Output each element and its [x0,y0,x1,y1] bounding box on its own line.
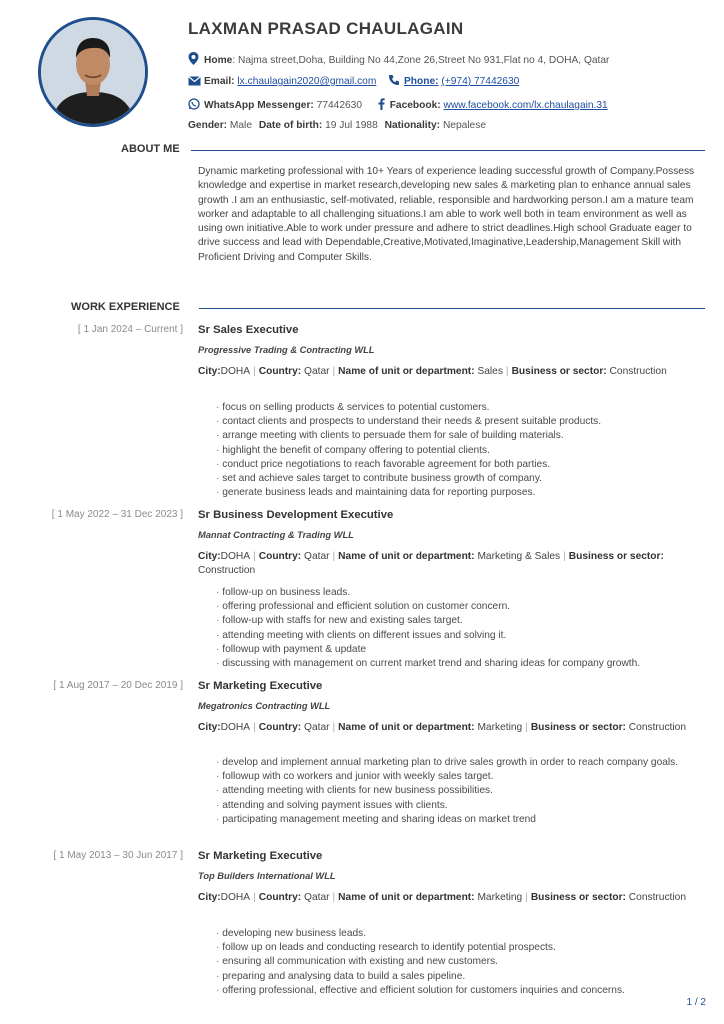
list-item: · set and achieve sales target to contribute business growth of company. [216,472,704,486]
experience-title: WORK EXPERIENCE [71,301,180,313]
list-item: · attending meeting with clients for new business possibilities. [216,784,704,798]
gender-label: Gender: [188,120,228,131]
job-city: DOHA [220,892,251,903]
job-date: [ 1 Jan 2024 – Current ] [77,324,183,335]
job-duties [216,586,704,671]
list-item: · follow up on leads and conducting research to identify potential prospects. [216,941,704,955]
job-sector: Construction [628,892,686,903]
job-date: [ 1 May 2022 – 31 Dec 2023 ] [51,509,183,520]
candidate-name: LAXMAN PRASAD CHAULAGAIN [188,19,464,38]
list-item: · offering professional and efficient solution on customer concern. [216,600,704,614]
job-city: DOHA [220,551,251,562]
facebook-link[interactable]: www.facebook.com/lx.chaulagain.31 [443,100,608,111]
home-label: Home [204,55,233,66]
list-item: · developing new business leads. [216,927,704,941]
experience-divider [199,308,705,309]
dob-label: Date of birth: [258,120,323,131]
job-title: Sr Marketing Executive [198,850,323,862]
job-country: Qatar [304,892,330,903]
list-item: · contact clients and prospects to understand their needs & present suitable products. [216,415,704,429]
whatsapp-label: WhatsApp Messenger: [204,100,314,111]
list-item: · ensuring all communication with existing and new customers. [216,955,704,969]
list-item: · develop and implement annual marketing plan to drive sales growth in order to reach company goals. [216,756,704,770]
dob-value: 19 Jul 1988 [325,120,378,131]
facebook-label: Facebook: [389,100,441,111]
list-item: · preparing and analysing data to build a sales pipeline. [216,970,704,984]
job-country: Qatar [304,722,330,733]
job-details: City:DOHA | Country: Qatar | Name of unit or department: Marketing & Sales | Business or sector: Construction [198,551,664,576]
job-company: Progressive Trading & Contracting WLL [198,345,375,355]
list-item: · participating management meeting and sharing ideas on market trend [216,813,704,827]
job-duties [216,756,704,827]
list-item: · highlight the benefit of company offering to potential clients. [216,444,704,458]
contact-row [188,74,519,89]
about-section-header [0,143,724,157]
job-company: Top Builders International WLL [198,871,336,881]
page-number: 1 / 2 [686,997,706,1008]
list-item: · follow-up with staffs for new and existing sales target. [216,614,704,628]
list-item: · focus on selling products & services to potential customers. [216,401,704,415]
job-country: Qatar [304,366,330,377]
list-item: · followup with co workers and junior with weekly sales target. [216,770,704,784]
job-title: Sr Marketing Executive [198,680,323,692]
list-item: · attending meeting with clients on different issues and solving it. [216,629,704,643]
nationality-label: Nationality: [384,120,441,131]
job-company: Megatronics Contracting WLL [198,701,331,711]
profile-photo [38,17,148,127]
job-unit: Marketing [477,892,523,903]
envelope-icon [188,76,201,89]
job-city: DOHA [220,722,251,733]
job-company: Mannat Contracting & Trading WLL [198,530,354,540]
list-item: · generate business leads and maintaining data for reporting purposes. [216,486,704,500]
list-item: · follow-up on business leads. [216,586,704,600]
job-title: Sr Business Development Executive [198,509,394,521]
home-address-row [188,52,609,68]
job-unit: Marketing [477,722,523,733]
job-city: DOHA [220,366,251,377]
job-details: City:DOHA | Country: Qatar | Name of unit or department: Marketing | Business or sector: Construction [198,892,686,903]
list-item: · attending and solving payment issues with clients. [216,799,704,813]
phone-link[interactable]: (+974) 77442630 [441,76,520,87]
whatsapp-icon [188,98,201,113]
location-pin-icon [188,52,201,68]
nationality-value: Nepalese [442,120,486,131]
job-duties [216,401,704,500]
job-title: Sr Sales Executive [198,324,299,336]
email-label: Email: [204,76,235,87]
gender-value: Male [229,120,252,131]
email-link[interactable]: lx.chaulagain2020@gmail.com [237,76,377,87]
about-title: ABOUT ME [121,143,180,155]
social-row [188,98,608,113]
home-value: : Najma street,Doha, Building No 44,Zone 26,Street No 931,Flat no 4, DOHA, Qatar [232,55,610,66]
list-item: · arrange meeting with clients to persuade them for sale of building materials. [216,429,704,443]
list-item: · conduct price negotiations to reach favorable agreement for both parties. [216,458,704,472]
list-item: · discussing with management on current market trend and sharing ideas for company growth. [216,657,704,671]
job-details: City:DOHA | Country: Qatar | Name of unit or department: Marketing | Business or sector: Construction [198,722,686,733]
experience-section-header [0,301,724,315]
job-country: Qatar [304,551,330,562]
list-item: · followup with payment & update [216,643,704,657]
personal-info-row [188,120,486,131]
job-duties [216,927,704,998]
job-unit: Sales [477,366,503,377]
whatsapp-value: 77442630 [316,100,362,111]
job-date: [ 1 May 2013 – 30 Jun 2017 ] [53,850,183,861]
job-details: City:DOHA | Country: Qatar | Name of unit or department: Sales | Business or sector: Construction [198,366,667,377]
phone-icon [388,74,401,89]
facebook-icon [378,98,387,113]
job-unit: Marketing & Sales [477,551,561,562]
list-item: · offering professional, effective and efficient solution for customers inquiries and concerns. [216,984,704,998]
job-sector: Construction [628,722,686,733]
job-sector: Construction [609,366,667,377]
job-sector: Construction [198,564,256,576]
about-divider [191,150,705,151]
phone-label: Phone: [404,76,439,87]
about-text: Dynamic marketing professional with 10+ Years of experience leading successful growth of Company.Possess knowledge and expertise in market research,developing new sales & marketing plan to enhance annual sales growth .I am an enthusiastic, self-motivated, reliable, responsible and hardworking person.I am a mature team worker and adaptable to all challenging situations.I am able to work well both in team environment as well as using own initiative.Able to work under pressure and adhere to strict deadlines.High school Graduate eager to drive success and lead with Dependable,Creative,Motivated,Imaginative,Leadership,Management Skill with Proficient Driving and Computer Skills. [198,166,695,263]
job-date: [ 1 Aug 2017 – 20 Dec 2019 ] [53,680,183,691]
